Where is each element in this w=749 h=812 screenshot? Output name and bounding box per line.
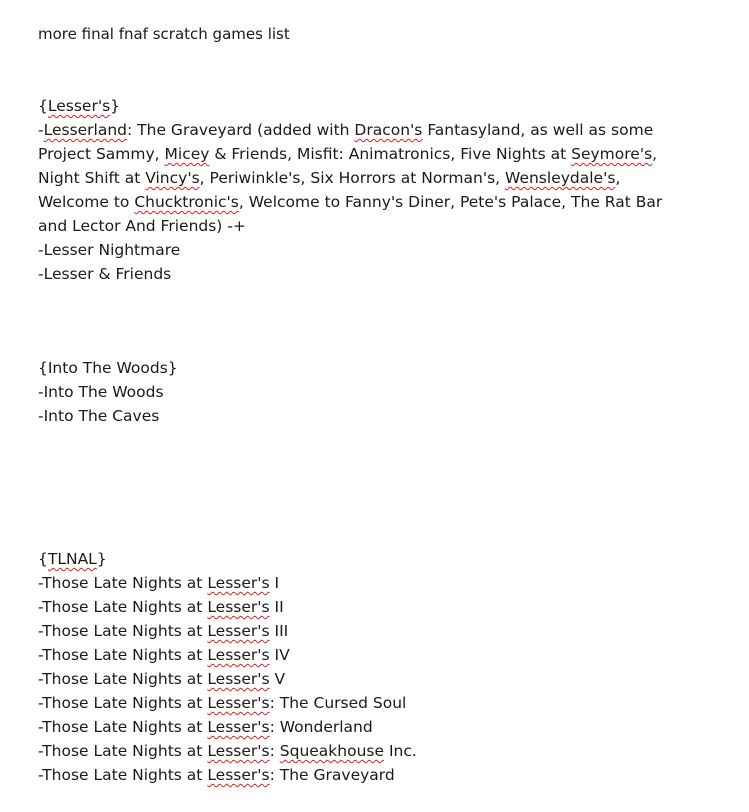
spellcheck-flagged-word: Lesser's bbox=[207, 670, 270, 688]
text-segment: -Those Late Nights at bbox=[38, 718, 208, 736]
spellcheck-flagged-word: Lesser's bbox=[207, 742, 270, 760]
list-line bbox=[38, 571, 738, 595]
text-segment: {Into The Woods} bbox=[38, 359, 178, 377]
spellcheck-flagged-word: Lesser's bbox=[207, 646, 270, 664]
list-line bbox=[38, 380, 738, 404]
spellcheck-flagged-word: Lesser's bbox=[47, 97, 111, 115]
list-line bbox=[38, 190, 738, 214]
text-segment: IV bbox=[269, 646, 290, 664]
text-segment: : The Graveyard (added with bbox=[127, 121, 355, 139]
list-line bbox=[38, 763, 738, 787]
spellcheck-flagged-word: Wensleydale's bbox=[505, 169, 616, 187]
text-segment: II bbox=[269, 598, 284, 616]
text-segment: Fantasyland, as well as some bbox=[422, 121, 654, 139]
spellcheck-flagged-word: Lesser's bbox=[207, 598, 270, 616]
spellcheck-flagged-word: Micey bbox=[164, 145, 210, 163]
spellcheck-flagged-word: Lesser's bbox=[207, 694, 270, 712]
list-line bbox=[38, 238, 738, 262]
document-title: more final fnaf scratch games list bbox=[38, 25, 290, 43]
text-segment: and Lector And Friends) -+ bbox=[38, 217, 246, 235]
list-line bbox=[38, 356, 738, 380]
text-segment: , Periwinkle's, Six Horrors at Norman's, bbox=[199, 169, 506, 187]
text-segment: -Those Late Nights at bbox=[38, 742, 208, 760]
spellcheck-flagged-word: Vincy's bbox=[145, 169, 200, 187]
text-segment: -Those Late Nights at bbox=[38, 694, 208, 712]
text-segment: { bbox=[38, 97, 48, 115]
text-segment: , Welcome to Fanny's Diner, Pete's Palace, The Rat Bar bbox=[238, 193, 663, 211]
list-line bbox=[38, 547, 738, 571]
list-line bbox=[38, 118, 738, 142]
text-segment: -Those Late Nights at bbox=[38, 766, 208, 784]
section-lessers bbox=[38, 94, 738, 286]
list-line bbox=[38, 739, 738, 763]
text-segment: -Lesser Nightmare bbox=[38, 241, 181, 259]
text-segment: Inc. bbox=[384, 742, 417, 760]
text-segment: , bbox=[615, 169, 621, 187]
text-segment: : bbox=[269, 742, 280, 760]
spellcheck-flagged-word: Lesser's bbox=[207, 574, 270, 592]
text-segment: : Wonderland bbox=[269, 718, 373, 736]
list-line bbox=[38, 262, 738, 286]
section-tlnal bbox=[38, 547, 738, 787]
list-line bbox=[38, 715, 738, 739]
text-segment: -Those Late Nights at bbox=[38, 574, 208, 592]
text-segment: V bbox=[269, 670, 286, 688]
text-segment: -Those Late Nights at bbox=[38, 646, 208, 664]
spellcheck-flagged-word: Dracon's bbox=[354, 121, 423, 139]
spellcheck-flagged-word: Lesserland bbox=[43, 121, 128, 139]
text-segment: , bbox=[652, 145, 658, 163]
list-line bbox=[38, 166, 738, 190]
list-line bbox=[38, 691, 738, 715]
spellcheck-flagged-word: Chucktronic's bbox=[134, 193, 239, 211]
text-segment: : The Cursed Soul bbox=[269, 694, 407, 712]
spellcheck-flagged-word: Lesser's bbox=[207, 766, 270, 784]
text-segment: : The Graveyard bbox=[269, 766, 395, 784]
text-segment: -Those Late Nights at bbox=[38, 622, 208, 640]
list-line bbox=[38, 214, 738, 238]
list-line bbox=[38, 142, 738, 166]
list-line bbox=[38, 404, 738, 428]
spellcheck-flagged-word: Lesser's bbox=[207, 718, 270, 736]
list-line bbox=[38, 94, 738, 118]
text-segment: -Into The Caves bbox=[38, 407, 160, 425]
spellcheck-flagged-word: TLNAL bbox=[47, 550, 97, 568]
list-line bbox=[38, 667, 738, 691]
text-segment: -Lesser & Friends bbox=[38, 265, 172, 283]
text-segment: Night Shift at bbox=[38, 169, 146, 187]
text-segment: -Those Late Nights at bbox=[38, 670, 208, 688]
text-segment: { bbox=[38, 550, 48, 568]
text-segment: } bbox=[110, 97, 121, 115]
spellcheck-flagged-word: Lesser's bbox=[207, 622, 270, 640]
spellcheck-flagged-word: Squeakhouse bbox=[279, 742, 385, 760]
section-into-the-woods bbox=[38, 356, 738, 428]
text-segment: - bbox=[38, 121, 44, 139]
text-segment: III bbox=[269, 622, 289, 640]
list-line bbox=[38, 643, 738, 667]
text-segment: Project Sammy, bbox=[38, 145, 165, 163]
text-segment: -Into The Woods bbox=[38, 383, 164, 401]
text-segment: Welcome to bbox=[38, 193, 135, 211]
spellcheck-flagged-word: Seymore's bbox=[571, 145, 653, 163]
list-line bbox=[38, 619, 738, 643]
text-segment: -Those Late Nights at bbox=[38, 598, 208, 616]
text-segment: I bbox=[269, 574, 280, 592]
text-segment: & Friends, Misfit: Animatronics, Five Nights at bbox=[209, 145, 572, 163]
text-segment: } bbox=[96, 550, 107, 568]
list-line bbox=[38, 595, 738, 619]
